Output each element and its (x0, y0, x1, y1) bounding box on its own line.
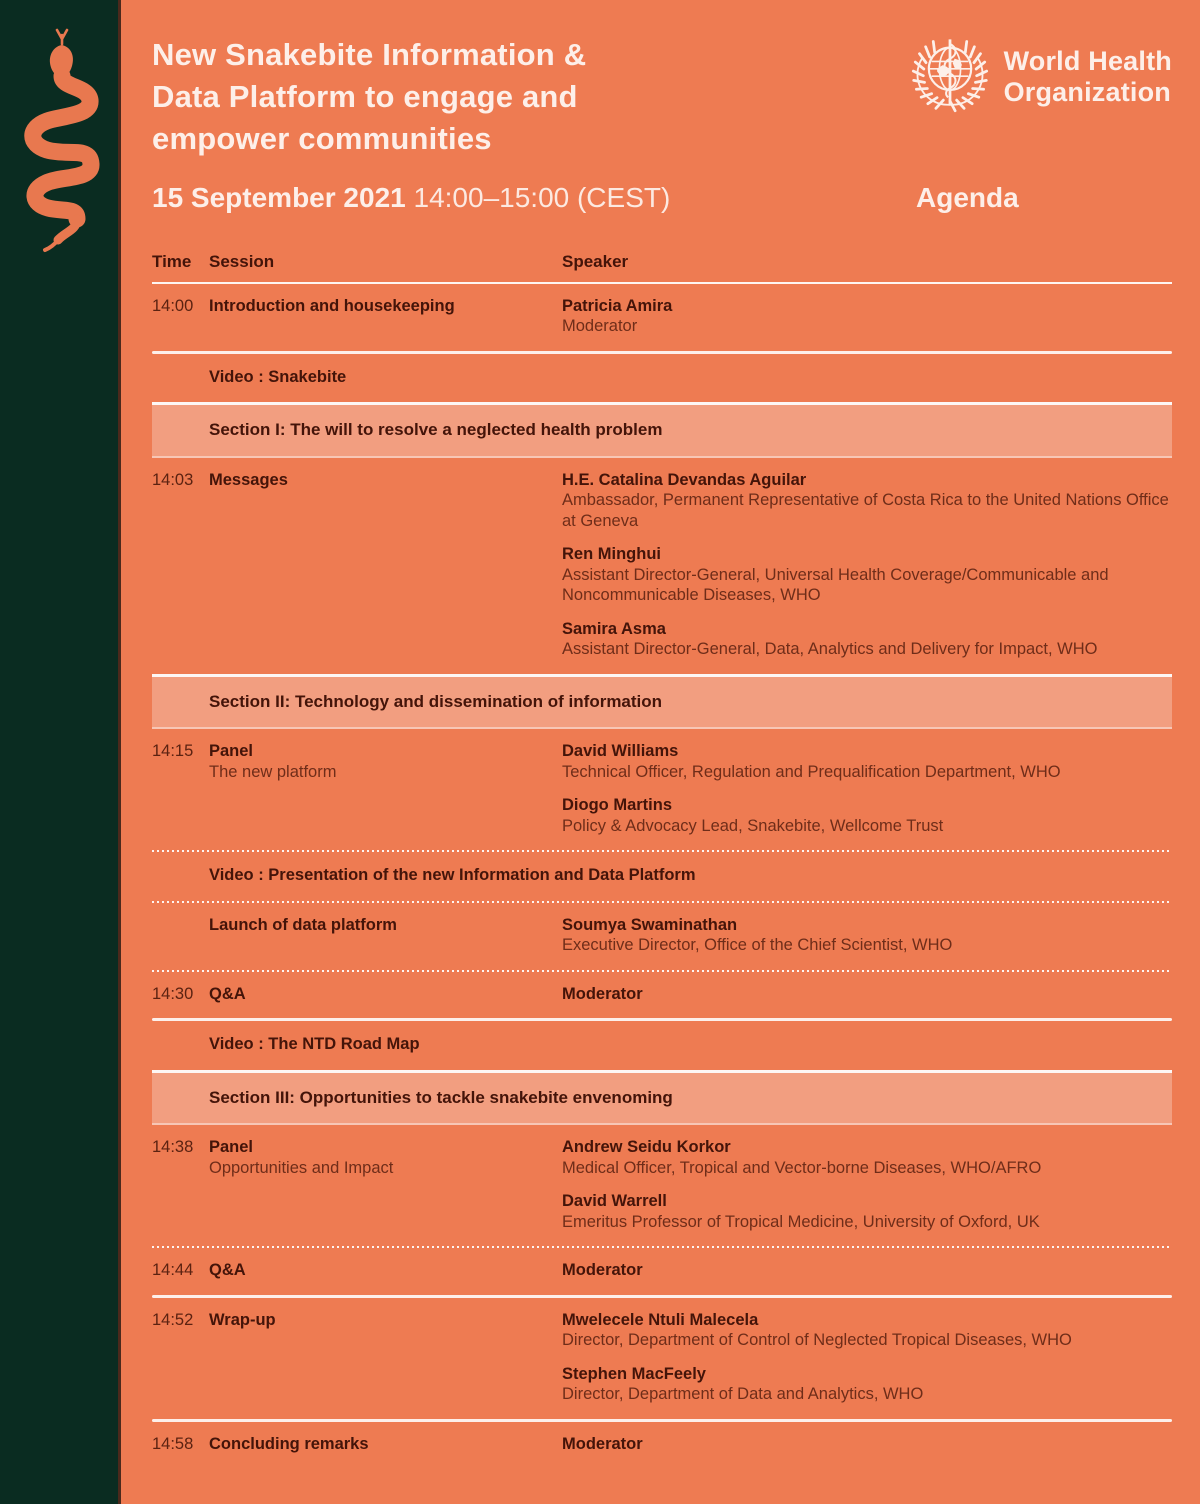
speaker-cell (562, 1137, 1172, 1232)
speaker-name: Ren Minghui (562, 545, 661, 563)
time-cell: 14:00 (152, 296, 194, 315)
session-title: Launch of data platform (209, 915, 397, 934)
column-header-session: Session (209, 252, 275, 271)
speaker-entry (562, 1364, 1172, 1405)
speaker-entry (562, 1434, 1172, 1455)
speaker-name: David Williams (562, 742, 679, 760)
session-subtitle: The new platform (209, 762, 337, 781)
time-cell: 14:58 (152, 1434, 194, 1453)
who-logo-text (1004, 32, 1172, 108)
speaker-entry (562, 915, 1172, 956)
speaker-title: Director, Department of Data and Analytics, WHO (562, 1385, 924, 1403)
speaker-entry (562, 795, 1172, 836)
speaker-cell (562, 915, 1172, 956)
column-header-time: Time (152, 252, 192, 271)
page-content (124, 0, 1200, 1504)
session-title: Q&A (209, 984, 246, 1003)
agenda-row (152, 284, 1172, 351)
session-cell (209, 915, 562, 956)
speaker-name: Diogo Martins (562, 796, 672, 814)
time-cell: 14:44 (152, 1261, 194, 1279)
table-header (152, 252, 1172, 284)
session-title: Wrap-up (209, 1310, 276, 1329)
time-cell: 14:38 (152, 1138, 194, 1156)
event-date: 15 September 2021 (152, 182, 406, 213)
speaker-title: Moderator (562, 317, 638, 335)
session-title: Concluding remarks (209, 1434, 369, 1453)
speaker-entry (562, 1260, 1172, 1281)
session-cell (209, 296, 562, 337)
agenda-row (152, 972, 1172, 1019)
speaker-cell (562, 1260, 1172, 1281)
session-cell (209, 1137, 562, 1232)
agenda-row (152, 1248, 1172, 1295)
speaker-name: H.E. Catalina Devandas Aguilar (562, 470, 807, 489)
speaker-name: Stephen MacFeely (562, 1364, 706, 1383)
event-title-line: empower communities (152, 121, 492, 156)
agenda-row (152, 903, 1172, 970)
speaker-name: Moderator (562, 1261, 643, 1279)
speaker-name: Moderator (562, 984, 643, 1003)
who-text-line1: World Health (1003, 46, 1172, 76)
agenda-row (152, 1298, 1172, 1419)
session-cell (209, 470, 562, 660)
speaker-entry (562, 544, 1172, 606)
snake-icon (0, 18, 121, 253)
speaker-entry (562, 619, 1172, 660)
session-title: Q&A (209, 1261, 246, 1279)
speaker-entry (562, 296, 1172, 337)
time-cell: 14:03 (152, 470, 194, 489)
speaker-name: Mwelecele Ntuli Malecela (562, 1310, 759, 1329)
event-title-line: New Snakebite Information & (152, 37, 587, 72)
page-header (152, 34, 1172, 214)
session-cell (209, 1310, 562, 1405)
agenda-row (152, 729, 1172, 850)
speaker-name: Andrew Seidu Korkor (562, 1138, 731, 1156)
speaker-title: Director, Department of Control of Neglected Tropical Diseases, WHO (562, 1331, 1072, 1349)
speaker-entry (562, 1137, 1172, 1178)
event-time: 14:00–15:00 (CEST) (405, 182, 671, 213)
speaker-title: Assistant Director-General, Universal Health Coverage/Communicable and Noncommunicable Diseases, WHO (562, 565, 1109, 604)
column-header-speaker: Speaker (562, 252, 629, 271)
agenda-row (152, 458, 1172, 674)
speaker-name: Soumya Swaminathan (562, 915, 738, 934)
session-title: Panel (209, 1138, 254, 1156)
section-band: Section III: Opportunities to tackle snakebite envenoming (152, 1070, 1172, 1126)
session-title: Messages (209, 470, 288, 489)
speaker-name: Patricia Amira (562, 296, 673, 315)
speaker-name: Moderator (562, 1434, 643, 1453)
section-band: Section II: Technology and dissemination of information (152, 674, 1172, 730)
agenda-heading: Agenda (916, 182, 1019, 213)
time-cell (152, 915, 209, 956)
speaker-entry (562, 1310, 1172, 1351)
time-cell: 14:30 (152, 984, 194, 1003)
speaker-cell (562, 1310, 1172, 1405)
agenda-row (152, 852, 1172, 901)
who-text-line2: Organization (1003, 77, 1171, 107)
speaker-entry (562, 984, 1172, 1005)
event-title (152, 34, 792, 160)
session-title: Introduction and housekeeping (209, 296, 455, 315)
speaker-title: Assistant Director-General, Data, Analytics and Delivery for Impact, WHO (562, 640, 1098, 658)
sidebar (0, 0, 121, 1504)
session-cell (209, 1434, 562, 1455)
speaker-title: Executive Director, Office of the Chief Scientist, WHO (562, 936, 953, 954)
section-band: Section I: The will to resolve a neglected health problem (152, 402, 1172, 458)
video-label: Video : The NTD Road Map (209, 1035, 420, 1053)
speaker-cell (562, 1434, 1172, 1455)
agenda-row (152, 1125, 1172, 1246)
speaker-name: David Warrell (562, 1192, 667, 1210)
agenda-table (152, 252, 1172, 1468)
speaker-title: Emeritus Professor of Tropical Medicine, University of Oxford, UK (562, 1212, 1040, 1231)
session-cell (209, 1260, 562, 1281)
speaker-title: Ambassador, Permanent Representative of Costa Rica to the United Nations Office at Geneva (562, 491, 1169, 530)
session-cell (209, 984, 562, 1005)
speaker-name: Samira Asma (562, 619, 666, 638)
speaker-cell (562, 470, 1172, 660)
who-logo-icon (904, 32, 996, 124)
speaker-entry (562, 470, 1172, 532)
speaker-cell (562, 296, 1172, 337)
speaker-entry (562, 1191, 1172, 1232)
agenda-row (152, 354, 1172, 403)
session-title: Panel (209, 742, 254, 760)
who-logo (904, 32, 1172, 124)
session-subtitle: Opportunities and Impact (209, 1158, 394, 1177)
speaker-cell (562, 741, 1172, 836)
agenda-row (152, 1021, 1172, 1070)
video-label: Video : Presentation of the new Information and Data Platform (209, 866, 696, 884)
speaker-title: Medical Officer, Tropical and Vector-borne Diseases, WHO/AFRO (562, 1158, 1042, 1177)
table-body (152, 284, 1172, 1469)
session-cell (209, 741, 562, 836)
speaker-title: Policy & Advocacy Lead, Snakebite, Wellcome Trust (562, 816, 944, 835)
time-cell: 14:52 (152, 1310, 194, 1329)
agenda-row (152, 1422, 1172, 1469)
event-title-line: Data Platform to engage and (152, 79, 578, 114)
time-cell: 14:15 (152, 742, 194, 760)
video-label: Video : Snakebite (209, 367, 347, 386)
speaker-title: Technical Officer, Regulation and Prequalification Department, WHO (562, 762, 1061, 781)
event-datetime-row (152, 182, 1172, 214)
speaker-entry (562, 741, 1172, 782)
speaker-cell (562, 984, 1172, 1005)
